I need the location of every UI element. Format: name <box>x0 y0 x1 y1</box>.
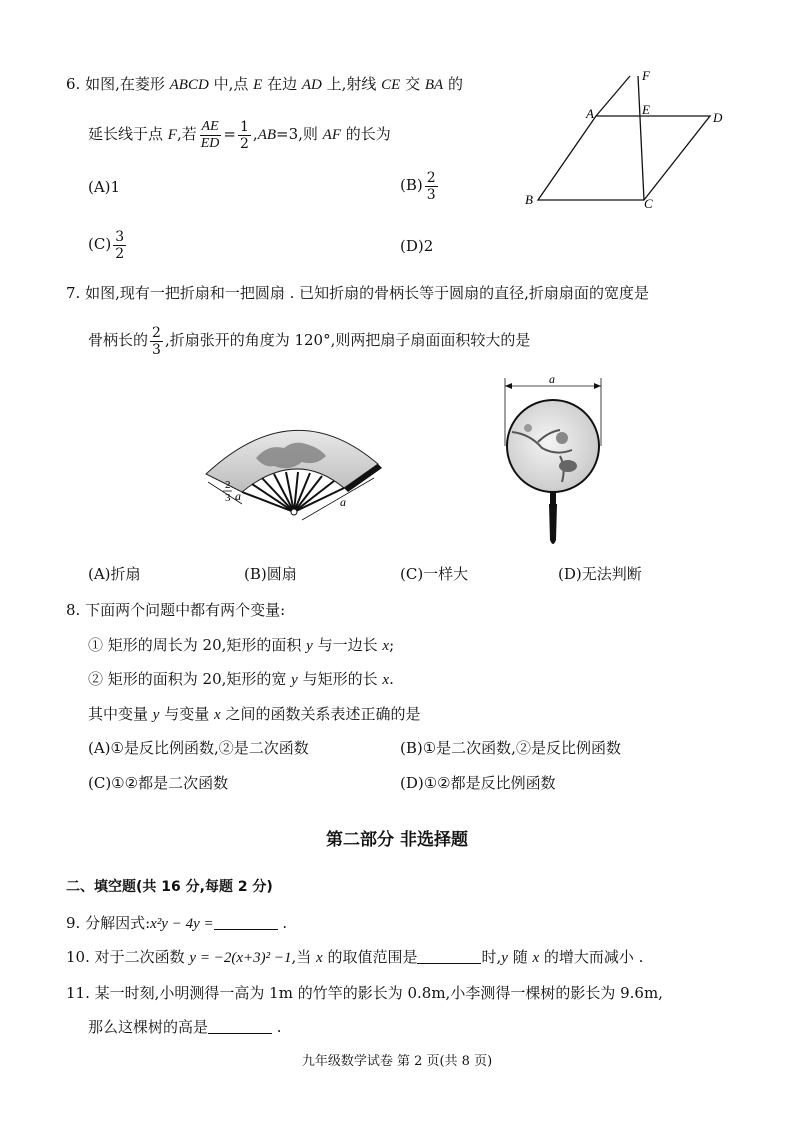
q6-text: =3,则 <box>276 125 323 143</box>
q9-answer-blank <box>214 915 278 930</box>
q7-fraction: $\frac{2}{3}$ <box>152 324 161 358</box>
label-a: A <box>586 106 594 121</box>
q6-text: 延长线于点 <box>88 125 168 143</box>
q6-var-abcd: ABCD <box>169 77 209 93</box>
fan-pivot <box>291 509 297 515</box>
q6-option-b-fraction: $\frac{2}{3}$ <box>426 169 436 203</box>
q6-text: 中,点 <box>208 75 254 93</box>
q6-var-e: E <box>253 77 263 93</box>
ray-ba-extension <box>596 76 630 116</box>
part2-title: 第二部分 非选择题 <box>326 830 468 850</box>
round-fan-flower <box>524 424 532 432</box>
q7-text: 如图,现有一把折扇和一把圆扇 . 已知折扇的骨柄长等于圆扇的直径,折扇扇面的宽度是 <box>85 284 649 302</box>
q6-text: 的长为 <box>341 125 391 143</box>
q11-line1: 11. 某一时刻,小明测得一高为 1m 的竹竿的影长为 0.8m,小李测得一棵树的影长为 9.6m, <box>66 984 663 1002</box>
q7-option-a: (A)折扇 <box>88 565 141 583</box>
q6-equals: = <box>223 125 236 143</box>
q7-option-c: (C)一样大 <box>400 565 469 583</box>
q6-text: 在边 <box>262 75 302 93</box>
q6-var-ab: AB <box>257 127 277 143</box>
q8-option-c: (C)①②都是二次函数 <box>88 774 229 792</box>
q6-text: , <box>252 125 258 143</box>
q8-line1 <box>66 600 285 620</box>
round-fan-a: a <box>549 376 555 386</box>
q6-var-af: AF <box>322 127 341 143</box>
q11-number: 11. <box>66 984 90 1002</box>
arrow-right <box>594 383 601 389</box>
arrow-left <box>505 383 512 389</box>
q6-text: ,若 <box>176 125 197 143</box>
q7-number: 7. <box>66 284 81 302</box>
q8-option-a: (A)①是反比例函数,②是二次函数 <box>88 739 309 757</box>
q6-text: 上,射线 <box>321 75 382 93</box>
q8-option-d: (D)①②都是反比例函数 <box>400 774 556 792</box>
label-f: F <box>642 68 650 83</box>
q6-option-d: (D)2 <box>400 237 434 255</box>
q7-option-b: (B)圆扇 <box>244 565 297 583</box>
q6-fraction-half: $\frac{1}{2}$ <box>239 118 249 152</box>
fan-width-a: a <box>235 489 241 503</box>
page-footer: 九年级数学试卷 第 2 页(共 8 页) <box>301 1054 493 1069</box>
round-fan-flower <box>556 432 568 444</box>
q10-answer-blank <box>417 949 481 964</box>
label-e: E <box>642 102 650 117</box>
label-c: C <box>644 196 653 210</box>
q9-number: 9. <box>66 914 81 932</box>
q6-option-c-fraction: $\frac{3}{2}$ <box>115 228 125 262</box>
q8-option-b: (B)①是二次函数,②是反比例函数 <box>400 739 621 757</box>
q6-text: 交 <box>400 75 425 93</box>
q6-option-b: (B) $\frac{2}{3}$ <box>400 169 436 203</box>
label-b: B <box>525 192 533 207</box>
q6-rhombus-figure <box>520 68 735 210</box>
rhombus-abcd <box>538 116 710 200</box>
folding-fan-figure <box>198 412 393 532</box>
ray-ce <box>638 76 644 200</box>
q6-text: 如图,在菱形 <box>85 75 170 93</box>
q6-option-a: (A)1 <box>88 178 121 196</box>
fan-width-frac-num: 2 <box>225 479 231 491</box>
q7-text: 骨柄长的 <box>88 331 149 349</box>
q6-var-f: F <box>167 127 177 143</box>
q10-expression: y = −2(x+3)² −1 <box>189 950 292 966</box>
q7-text: ,折扇张开的角度为 120°,则两把扇子扇面面积较大的是 <box>164 331 531 349</box>
q10: 10. 对于二次函数 y = −2(x+3)² −1,当 x 的取值范围是 时,y 随 x 的增大而减小 . <box>66 948 644 966</box>
q8-item1: ① 矩形的周长为 20,矩形的面积 y 与一边长 x; <box>88 636 395 654</box>
q6-fraction-ae-ed: $\frac{AE}{ED}$ <box>200 118 220 151</box>
round-fan-figure <box>498 376 608 554</box>
q6-text: 的 <box>443 75 463 93</box>
q8-number: 8. <box>66 601 81 619</box>
round-fan-handle <box>549 504 557 544</box>
fan-rib-a: a <box>340 495 346 509</box>
round-fan-handle-neck <box>550 492 556 504</box>
rib-dim-line <box>302 478 374 520</box>
round-fan-bird <box>559 460 577 472</box>
q8-item2: ② 矩形的面积为 20,矩形的宽 y 与矩形的长 x. <box>88 670 394 688</box>
section2-heading: 二、填空题(共 16 分,每题 2 分) <box>66 879 273 895</box>
q9: 9. 分解因式:x²y − 4y = . <box>66 914 288 932</box>
round-fan-face <box>507 400 599 492</box>
q7-option-d: (D)无法判断 <box>558 565 642 583</box>
q6-number: 6. <box>66 75 81 93</box>
label-d: D <box>713 110 723 125</box>
q8-line4: 其中变量 y 与变量 x 之间的函数关系表述正确的是 <box>88 705 421 723</box>
q6-var-ad: AD <box>301 77 322 93</box>
q6-line2 <box>88 114 391 154</box>
q6-option-c: (C) $\frac{3}{2}$ <box>88 228 125 262</box>
q6-var-ce: CE <box>381 77 401 93</box>
q10-number: 10. <box>66 948 90 966</box>
q7-line1 <box>66 283 649 303</box>
q9-expression: x²y − 4y = <box>150 916 214 932</box>
q6-line1 <box>66 74 463 95</box>
q11-answer-blank <box>208 1019 272 1034</box>
q7-line2 <box>88 320 530 360</box>
q8-text: 下面两个问题中都有两个变量: <box>85 601 286 619</box>
fan-width-frac-den: 3 <box>225 492 231 504</box>
q11-line2: 那么这棵树的高是 . <box>88 1018 282 1036</box>
q6-var-ba: BA <box>424 77 444 93</box>
